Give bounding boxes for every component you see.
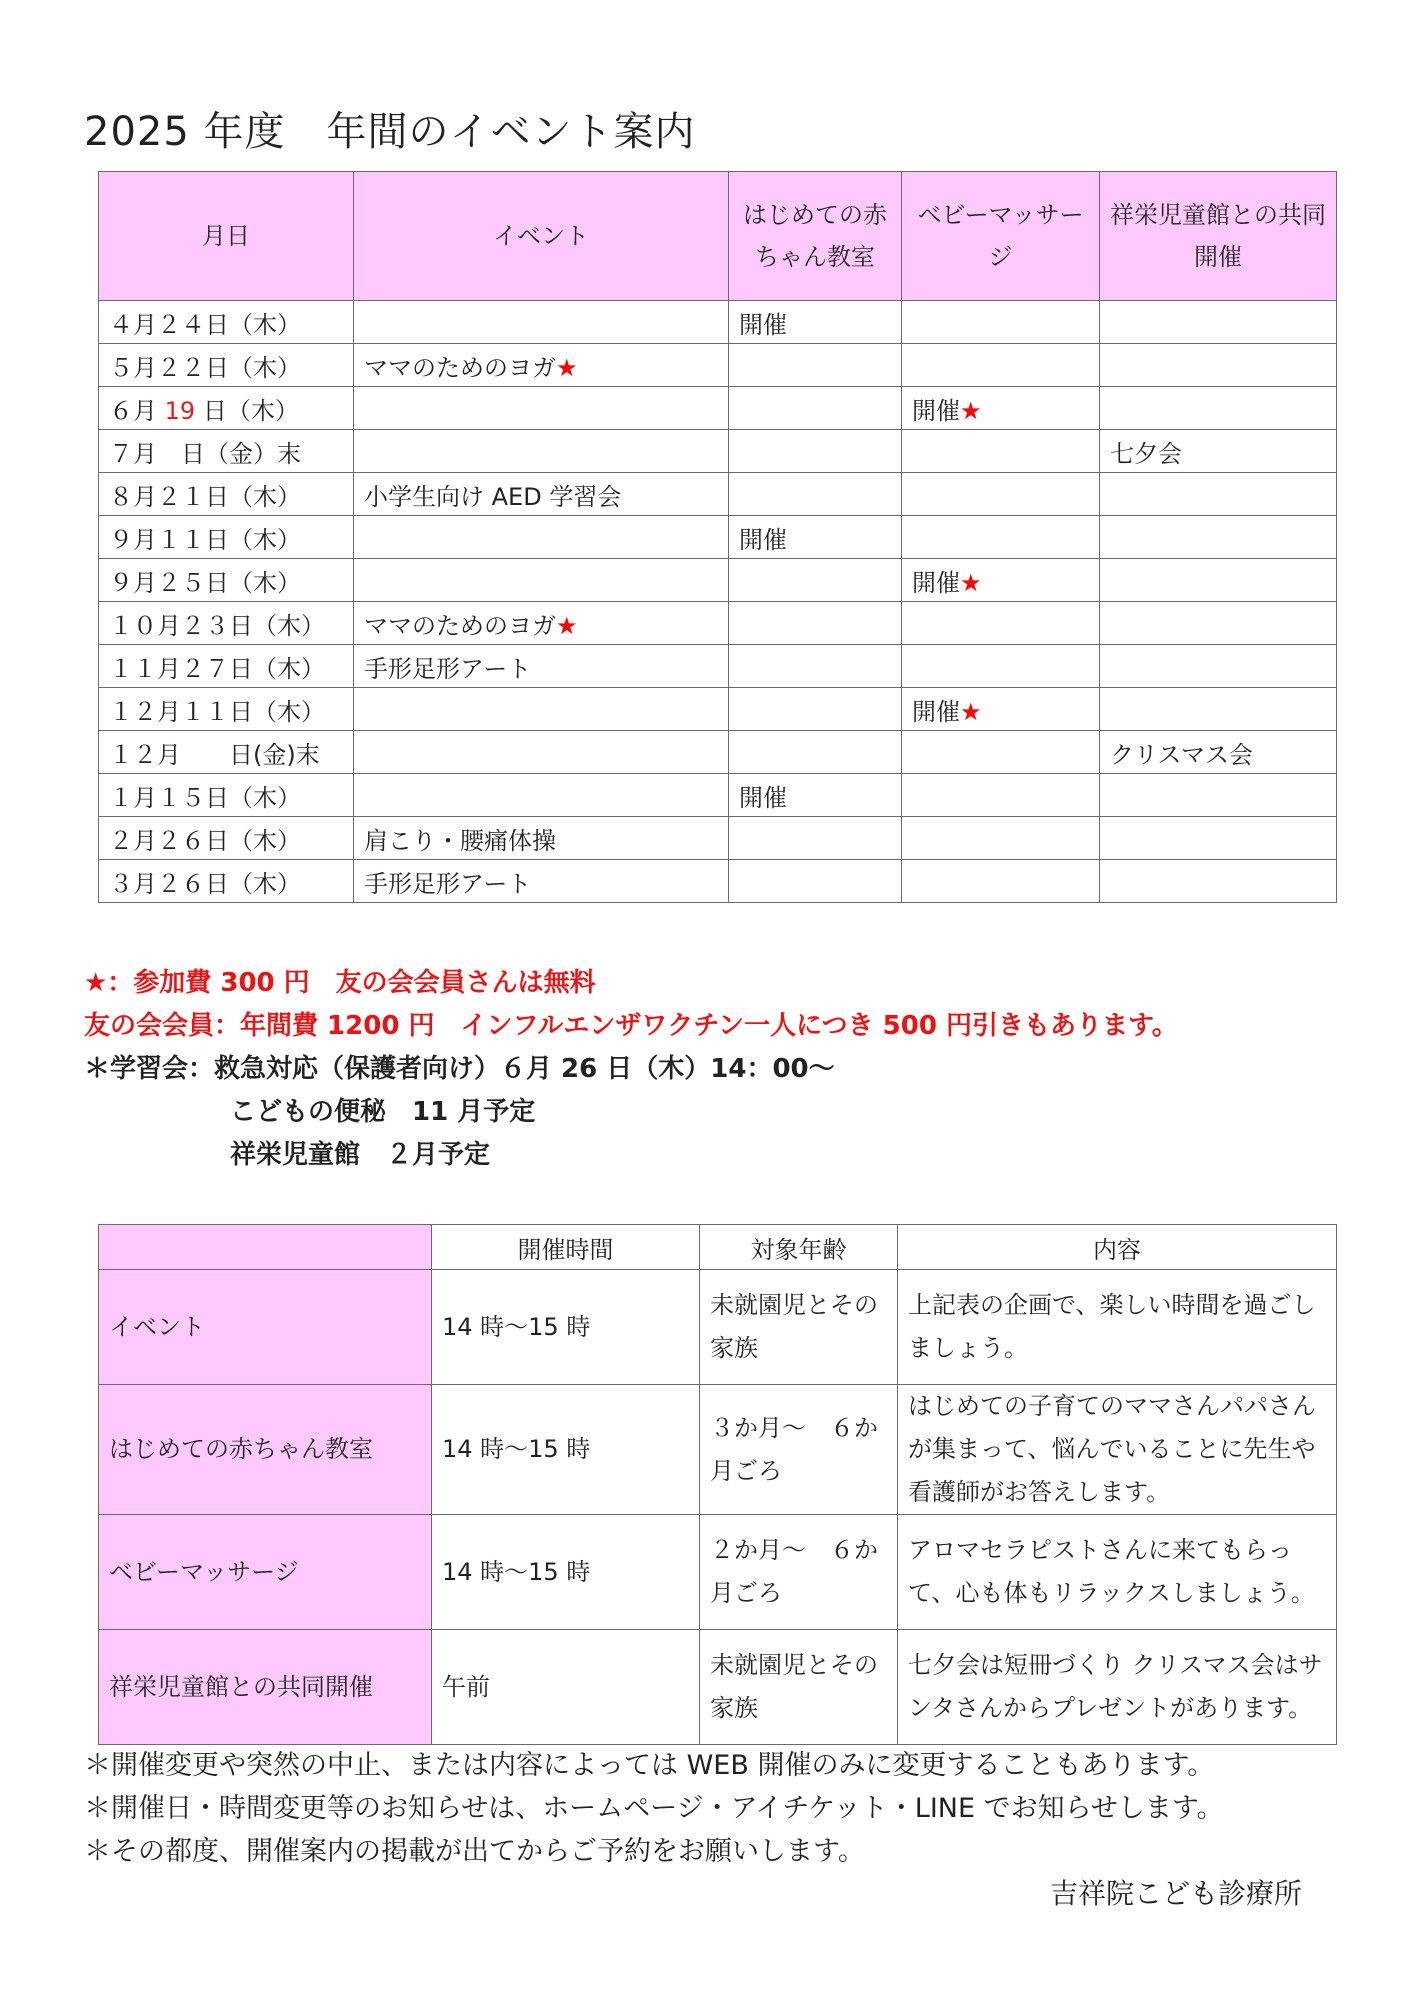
date-cell — [99, 602, 354, 645]
content-cell: アロマセラピストさんに来てもらって、心も体もリラックスしましょう。 — [898, 1515, 1337, 1630]
joint-event-cell — [1100, 817, 1337, 860]
content-cell: 七夕会は短冊づくり クリスマス会はサンタさんからプレゼントがあります。 — [898, 1630, 1337, 1745]
massage-cell — [902, 559, 1100, 602]
event-name: ママのためのヨガ — [364, 353, 556, 382]
event-name: 手形足形アート — [364, 654, 532, 683]
age-cell: 未就園児とその家族 — [700, 1630, 898, 1745]
baby-class-cell: 開催 — [729, 516, 902, 559]
header-baby-class: はじめての赤ちゃん教室 — [729, 172, 902, 301]
massage-text: 開催 — [912, 697, 960, 726]
event-cell — [354, 516, 729, 559]
event-schedule-table — [98, 171, 1337, 903]
joint-event-cell — [1100, 645, 1337, 688]
baby-class-cell — [729, 602, 902, 645]
event-cell — [354, 473, 729, 516]
study-note-1: ＊学習会：救急対応（保護者向け）６月 26 日（木）14：00～ — [84, 1054, 835, 1084]
date-cell — [99, 559, 354, 602]
footer-line: ＊開催日・時間変更等のお知らせは、ホームページ・アイチケット・LINE でお知らせします。 — [84, 1793, 1224, 1824]
age-cell: ２か月～ ６か月ごろ — [700, 1515, 898, 1630]
date-text: 日（木） — [195, 396, 299, 425]
event-cell — [354, 860, 729, 903]
event-name: ママのためのヨガ — [364, 611, 556, 640]
baby-class-cell: 開催 — [729, 774, 902, 817]
date-text: ９月１１日（木） — [109, 525, 301, 554]
page-title: 2025 年度 年間のイベント案内 — [84, 109, 696, 155]
baby-class-cell: 開催 — [729, 301, 902, 344]
time-cell: 14 時～15 時 — [432, 1515, 700, 1630]
joint-event-cell — [1100, 774, 1337, 817]
schedule-row — [99, 774, 1337, 817]
schedule-row — [99, 516, 1337, 559]
header-date: 月日 — [99, 172, 354, 301]
info-row — [99, 1385, 1337, 1515]
info-header-age: 対象年齢 — [700, 1225, 898, 1270]
massage-text: 開催 — [912, 568, 960, 597]
date-cell — [99, 430, 354, 473]
date-text: ７月 日（金）末 — [109, 439, 301, 468]
schedule-header-row — [99, 172, 1337, 301]
date-text: ２月２６日（木） — [109, 826, 301, 855]
clinic-name: 吉祥院こども診療所 — [1049, 1877, 1302, 1910]
star-icon: ★ — [556, 353, 578, 382]
date-text: １０月２３日（木） — [109, 611, 325, 640]
baby-class-cell — [729, 387, 902, 430]
date-cell — [99, 731, 354, 774]
event-cell — [354, 344, 729, 387]
joint-event-cell: 七夕会 — [1100, 430, 1337, 473]
massage-cell — [902, 731, 1100, 774]
massage-cell — [902, 387, 1100, 430]
date-text: １２月１１日（木） — [109, 697, 325, 726]
date-cell — [99, 344, 354, 387]
baby-class-cell — [729, 731, 902, 774]
info-row — [99, 1270, 1337, 1385]
joint-event-cell — [1100, 688, 1337, 731]
event-cell — [354, 645, 729, 688]
info-row — [99, 1630, 1337, 1745]
joint-event-cell — [1100, 387, 1337, 430]
program-name-cell: はじめての赤ちゃん教室 — [99, 1385, 432, 1515]
event-cell — [354, 301, 729, 344]
joint-event-cell — [1100, 473, 1337, 516]
baby-class-cell — [729, 817, 902, 860]
star-icon: ★ — [556, 611, 578, 640]
massage-cell — [902, 817, 1100, 860]
date-text: ９月２５日（木） — [109, 568, 301, 597]
date-text: １月１５日（木） — [109, 783, 301, 812]
event-cell — [354, 430, 729, 473]
info-row — [99, 1515, 1337, 1630]
schedule-row — [99, 731, 1337, 774]
schedule-row — [99, 645, 1337, 688]
joint-event-cell — [1100, 602, 1337, 645]
massage-cell — [902, 516, 1100, 559]
baby-class-cell — [729, 860, 902, 903]
date-text: １１月２７日（木） — [109, 654, 325, 683]
info-header-blank — [99, 1225, 432, 1270]
time-cell: 14 時～15 時 — [432, 1385, 700, 1515]
date-cell — [99, 645, 354, 688]
schedule-row — [99, 860, 1337, 903]
date-text: ６月 — [109, 396, 165, 425]
schedule-row — [99, 602, 1337, 645]
massage-cell — [902, 688, 1100, 731]
header-baby-massage: ベビーマッサージ — [902, 172, 1100, 301]
date-cell — [99, 774, 354, 817]
study-note-3: 祥栄児童館 ２月予定 — [230, 1140, 491, 1170]
program-name-cell: 祥栄児童館との共同開催 — [99, 1630, 432, 1745]
massage-cell — [902, 774, 1100, 817]
footer-line: ＊開催変更や突然の中止、または内容によっては WEB 開催のみに変更することもあります。 — [84, 1750, 1215, 1781]
baby-class-cell — [729, 430, 902, 473]
schedule-row — [99, 430, 1337, 473]
event-cell — [354, 559, 729, 602]
schedule-row — [99, 817, 1337, 860]
info-header-time: 開催時間 — [432, 1225, 700, 1270]
baby-class-cell — [729, 559, 902, 602]
joint-event-cell — [1100, 516, 1337, 559]
event-name: 手形足形アート — [364, 869, 532, 898]
star-icon: ★ — [960, 396, 982, 425]
star-icon: ★ — [960, 697, 982, 726]
joint-event-cell — [1100, 344, 1337, 387]
massage-cell — [902, 645, 1100, 688]
membership-note: 友の会会員：年間費 1200 円 インフルエンザワクチン一人につき 500 円引きもあります。 — [84, 1011, 1178, 1041]
date-text: ４月２４日（木） — [109, 310, 301, 339]
event-name: 小学生向け AED 学習会 — [364, 482, 622, 511]
time-cell: 午前 — [432, 1630, 700, 1745]
program-name-cell: ベビーマッサージ — [99, 1515, 432, 1630]
event-cell — [354, 817, 729, 860]
schedule-row — [99, 301, 1337, 344]
date-cell — [99, 817, 354, 860]
massage-cell — [902, 473, 1100, 516]
age-cell: ３か月～ ６か月ごろ — [700, 1385, 898, 1515]
joint-event-cell — [1100, 860, 1337, 903]
date-text: １２月 日(金)末 — [109, 740, 320, 769]
date-cell — [99, 688, 354, 731]
notes-section — [84, 962, 1178, 1177]
massage-cell — [902, 344, 1100, 387]
massage-cell — [902, 860, 1100, 903]
program-info-table — [98, 1224, 1337, 1745]
schedule-row — [99, 473, 1337, 516]
schedule-row — [99, 344, 1337, 387]
date-highlight: 19 — [164, 396, 196, 425]
joint-event-cell: クリスマス会 — [1100, 731, 1337, 774]
baby-class-cell — [729, 645, 902, 688]
massage-cell — [902, 602, 1100, 645]
massage-text: 開催 — [912, 396, 960, 425]
baby-class-cell — [729, 344, 902, 387]
joint-event-cell — [1100, 559, 1337, 602]
event-name: 肩こり・腰痛体操 — [364, 826, 556, 855]
date-cell — [99, 301, 354, 344]
date-cell — [99, 473, 354, 516]
header-event: イベント — [354, 172, 729, 301]
content-cell: はじめての子育てのママさんパパさんが集まって、悩んでいることに先生や看護師がお答えします。 — [898, 1385, 1337, 1515]
date-text: ３月２６日（木） — [109, 869, 301, 898]
header-joint-event: 祥栄児童館との共同開催 — [1100, 172, 1337, 301]
date-cell — [99, 860, 354, 903]
star-icon: ★ — [960, 568, 982, 597]
date-text: ８月２１日（木） — [109, 482, 301, 511]
baby-class-cell — [729, 688, 902, 731]
event-cell — [354, 688, 729, 731]
program-name-cell: イベント — [99, 1270, 432, 1385]
time-cell: 14 時～15 時 — [432, 1270, 700, 1385]
content-cell: 上記表の企画で、楽しい時間を過ごしましょう。 — [898, 1270, 1337, 1385]
event-cell — [354, 774, 729, 817]
footer-notes — [84, 1744, 1224, 1873]
info-header-row — [99, 1225, 1337, 1270]
age-cell: 未就園児とその家族 — [700, 1270, 898, 1385]
info-header-content: 内容 — [898, 1225, 1337, 1270]
date-text: ５月２２日（木） — [109, 353, 301, 382]
date-cell — [99, 387, 354, 430]
schedule-row — [99, 688, 1337, 731]
event-cell — [354, 387, 729, 430]
massage-cell — [902, 301, 1100, 344]
joint-event-cell — [1100, 301, 1337, 344]
schedule-row — [99, 559, 1337, 602]
date-cell — [99, 516, 354, 559]
footer-line: ＊その都度、開催案内の掲載が出てからご予約をお願いします。 — [84, 1836, 865, 1867]
massage-cell — [902, 430, 1100, 473]
event-cell — [354, 602, 729, 645]
baby-class-cell — [729, 473, 902, 516]
study-note-2: こどもの便秘 11 月予定 — [230, 1097, 536, 1127]
fee-note: ★：参加費 300 円 友の会会員さんは無料 — [84, 968, 596, 998]
event-cell — [354, 731, 729, 774]
schedule-row — [99, 387, 1337, 430]
